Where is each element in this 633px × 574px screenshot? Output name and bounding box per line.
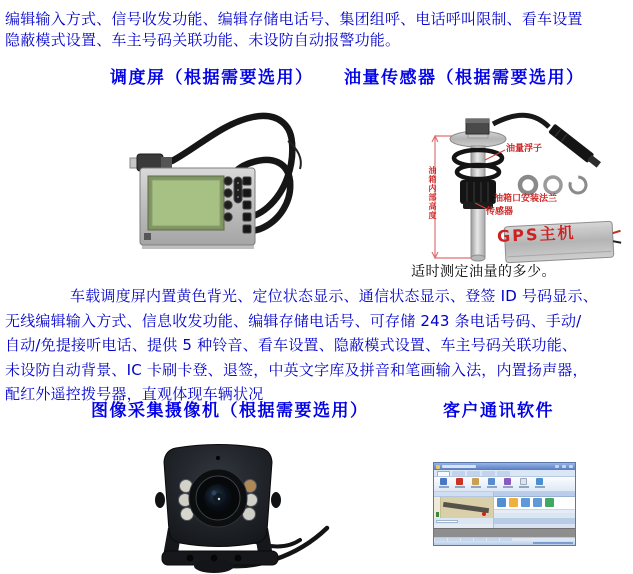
intro-line-2: 隐蔽模式设置、车主号码关联功能、未设防自动报警功能。: [5, 31, 401, 49]
label-tank-flange: 油箱口安装法兰: [494, 194, 558, 204]
sw-vehicle-panel: [494, 492, 575, 518]
heading-camera: 图像采集摄像机（根据需要选用）: [91, 401, 369, 421]
label-fuel-float: 油量浮子: [506, 144, 543, 154]
sw-maximize-icon: [562, 465, 566, 468]
sensor-cable-icon: [493, 115, 549, 127]
label-sensor: 传感器: [486, 207, 514, 217]
feature-line-3: 自动/免提接听电话、提供 5 种铃音、看车设置、隐蔽模式设置、车主号码关联功能、: [5, 336, 578, 354]
sw-map-view: [434, 497, 493, 518]
sw-tab: [467, 471, 480, 476]
feature-line-4: 未设防自动背景、IC 卡刷卡登、退签，中英文字库及拼音和笔画输入法，内置扬声器，: [5, 360, 588, 379]
heading-client-software: 客户通讯软件: [443, 401, 554, 421]
intro-line-1: 编辑输入方式、信号收发功能、编辑存储电话号、集团组呼、电话呼叫限制、看车设置: [5, 10, 583, 28]
feature-paragraph: [5, 284, 598, 407]
sw-toolbar: [434, 477, 575, 492]
sw-tab: [437, 471, 450, 476]
sw-search-input: [436, 520, 458, 523]
label-gps-host: GPS主机: [496, 222, 576, 247]
sw-map-pin-icon: [436, 512, 439, 517]
heading-fuel-sensor: 油量传感器（根据需要选用）: [344, 68, 585, 88]
sensor-cable-connector-icon: [548, 124, 602, 170]
sw-ribbon-tabs: [434, 470, 575, 477]
dispatch-screen-image: [128, 103, 323, 255]
intro-paragraph: [5, 9, 583, 51]
sw-title-bar: [434, 463, 575, 470]
sw-app-icon: [436, 465, 440, 469]
sw-title-text: [442, 465, 476, 468]
camera-mic-hole-icon: [216, 456, 220, 460]
client-software-screenshot: [433, 462, 576, 546]
sw-map-panel: [434, 492, 494, 518]
sw-tab: [482, 471, 495, 476]
sw-log-area: [434, 528, 575, 537]
feature-line-2: 无线编辑输入方式、信息收发功能、编辑存储电话号、可存储 243 条电话号码、手动/: [5, 311, 582, 330]
sw-vehicle-marker-icon: [482, 512, 486, 516]
sw-function-icons: [494, 497, 575, 509]
sw-close-icon: [569, 465, 573, 468]
sw-tab: [497, 471, 510, 476]
feature-line-5: 配红外遥控拨号器，直观体现车辆状况: [5, 385, 264, 403]
fuel-sensor-caption: 适时测定油量的多少。: [411, 264, 556, 280]
sw-tab: [452, 471, 465, 476]
sw-status-bar: [434, 541, 575, 545]
camera-lens-icon: [189, 469, 247, 527]
camera-image: [148, 436, 330, 574]
label-tank-height: 油箱内部高度: [428, 166, 437, 220]
heading-dispatch-screen: 调度屏（根据需要选用）: [110, 68, 314, 88]
lcd-screen-icon: [148, 176, 224, 230]
sw-minimize-icon: [555, 465, 559, 468]
feature-line-1: 车载调度屏内置黄色背光、定位状态显示、通信状态显示、登签 ID 号码显示、: [70, 287, 598, 305]
